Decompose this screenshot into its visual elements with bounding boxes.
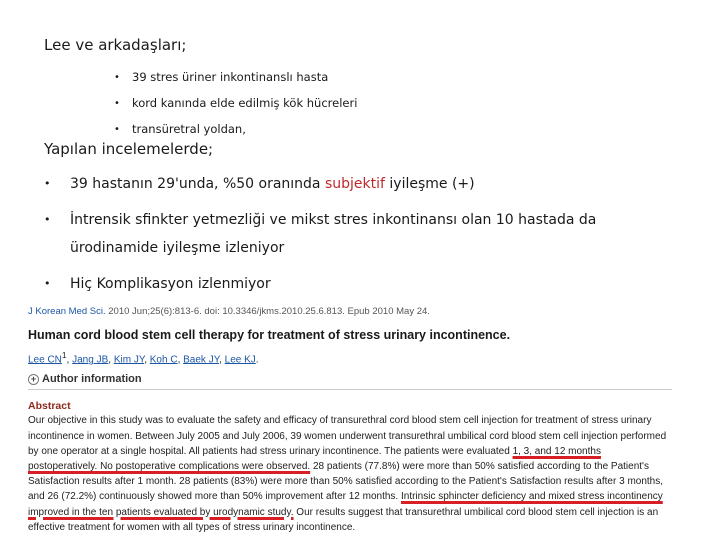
divider [28,389,672,390]
abstract-text-part: Our objective in this study was to evaluate the safety and efficacy of transurethral cord blood stem cell injection for treatment of stress urinary incontinence in women. Between July 2005 and July 2006, 39 women underwent transurethral umbilical cord blood stem cell injection performed by one operator at a single hospital. All patients had stress urinary incontinence. The patients were evaluated [28,415,667,457]
bullet: • [44,213,51,226]
bullet: • [44,177,51,190]
plus-icon[interactable]: + [28,374,39,385]
abstract-heading: Abstract [28,400,71,413]
list-item-text: transüretral yoldan, [132,122,246,136]
list-item [114,64,357,90]
citation-details: 2010 Jun;25(6):813-6. doi: 10.3346/jkms.2010.25.6.813. Epub 2010 May 24. [105,306,430,317]
list-item [114,90,357,116]
study-details-list [114,64,357,142]
bullet: • [114,71,120,83]
finding-text [70,170,684,198]
list-item [114,116,357,142]
underlined-text: 1, 3, and 12 months postoperatively. No postoperative complications were observed. [28,445,601,472]
author-link[interactable]: Kim JY [113,354,145,366]
finding-text [70,206,684,262]
author-link[interactable]: Baek JY [183,354,220,366]
underlined-text: Intrinsic sphincter deficiency and mixed stress incontinency improved in the ten patients evaluated by urodynamic study. [28,491,663,518]
author-link[interactable]: Lee KJ [224,354,256,366]
list-item-text: 39 stres üriner inkontinanslı hasta [132,70,329,84]
list-item-text: kord kanında elde edilmiş kök hücreleri [132,96,358,110]
finding-item [44,206,684,262]
findings-list [44,170,684,306]
author-link[interactable]: Lee CN [28,354,62,366]
subjective-highlight: subjektif [324,176,385,192]
citation [28,306,672,318]
author-list: Lee $CN^1$, Jang JB, Kim JY, Koh C, Baek JY, Lee KJ. [28,350,259,366]
finding-item [44,270,684,298]
finding-text-line: ürodinamide iyileşme izleniyor [70,240,285,256]
finding-text-part: 39 hastanın 29'unda, %50 oranında [70,176,325,192]
finding-item [44,170,684,198]
finding-text-line: İntrensik sfinkter yetmezliği ve mikst stres inkontinansı olan 10 hastada da [70,212,597,228]
slide-title: Lee ve arkadaşları; [44,36,187,54]
abstract-text-part: Our results suggest that transurethral umbilical cord blood stem cell injection is an effective treatment for women with all types of stress urinary incontinence. [28,506,659,533]
finding-text-part: iyileşme (+) [384,176,475,192]
author-link[interactable]: Jang JB [72,354,109,366]
bullet: • [114,123,120,135]
abstract-screenshot [28,306,672,535]
finding-text: Hiç Komplikasyon izlenmiyor [70,276,271,292]
author-information-toggle[interactable] [28,373,672,385]
abstract-text-part: 28 patients (77.8%) were more than 50% satisfied according to the Patient's Satisfaction results after 1 month. 28 patients (83%) were more than 50% satisfied according to the Patient's Satisfaction results after 3 months, and 26 (72.2%) continuously showed more than 50% improvement after 12 months. [28,460,664,503]
paper-title: Human cord blood stem cell therapy for treatment of stress urinary incontinence. [28,328,511,342]
journal-link[interactable]: J Korean Med Sci. [28,306,106,317]
bullet: • [114,97,120,109]
author-superscript: 1 [61,350,67,360]
section-title: Yapılan incelemelerde; [44,140,214,158]
bullet: • [44,277,51,290]
author-link[interactable]: Koh C [149,354,178,366]
abstract-text [28,413,672,535]
author-information-label: Author information [42,373,142,386]
